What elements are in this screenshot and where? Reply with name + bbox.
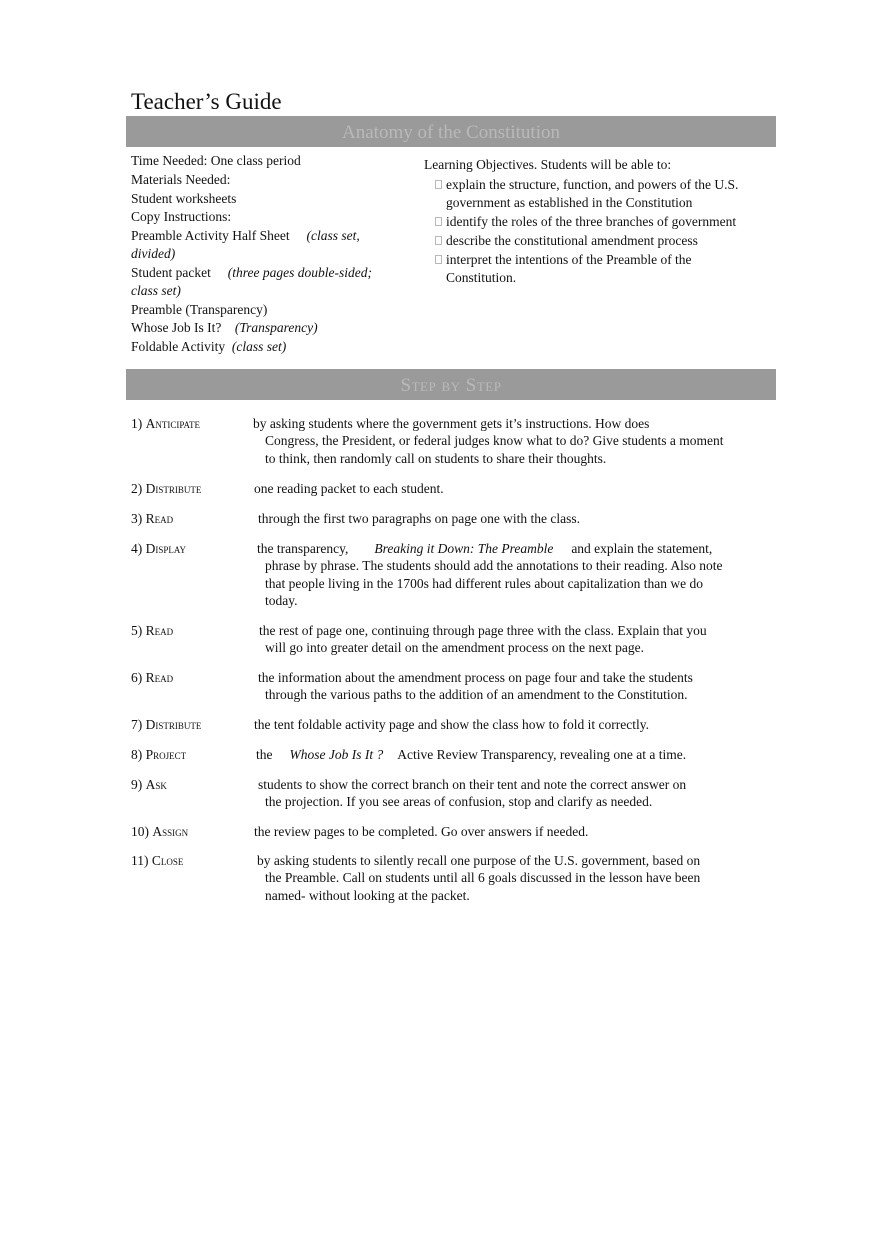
step-label: 4) Display bbox=[131, 541, 187, 556]
material-name: Preamble Activity Half Sheet bbox=[131, 227, 290, 243]
objective-item: describe the constitutional amendment process bbox=[424, 232, 744, 250]
step-text: the rest of page one, continuing through page three with the class. Explain that you will go into greater detail on the amendment process on the next page. bbox=[259, 623, 707, 656]
objectives-heading: Learning Objectives. Students will be able to: bbox=[424, 157, 672, 172]
step-label: 1) Anticipate bbox=[131, 416, 201, 431]
step-label: 5) Read bbox=[131, 623, 174, 638]
student-worksheets: Student worksheets bbox=[131, 190, 237, 206]
material-note: (class set, divided) bbox=[131, 227, 360, 261]
objective-item: identify the roles of the three branches of government bbox=[424, 213, 744, 231]
step-text: the tent foldable activity page and show the class how to fold it correctly. bbox=[254, 717, 650, 732]
checkbox-icon bbox=[435, 217, 442, 226]
step-text: one reading packet to each student. bbox=[254, 481, 444, 496]
lesson-title-banner: Anatomy of the Constitution bbox=[126, 116, 776, 147]
material-note: (Transparency) bbox=[234, 320, 318, 335]
material-note: (class set) bbox=[231, 338, 287, 354]
step-by-step-banner: Step by Step bbox=[126, 369, 776, 400]
material-note: (three pages double-sided; class set) bbox=[131, 264, 372, 298]
material-item bbox=[131, 301, 381, 320]
step-text: the transparency, Breaking it Down: The Preamble and explain the statement, phrase by phrase. The students should add the annotations to their reading. Also note that people living in the 1700s had different rules about capitalization than we do today. bbox=[257, 541, 723, 609]
material-name: Preamble (Transparency) bbox=[131, 301, 268, 317]
step-label: 8) Project bbox=[131, 747, 187, 762]
objective-item: interpret the intentions of the Preamble of the Constitution. bbox=[424, 251, 744, 287]
step-text: by asking students to silently recall one purpose of the U.S. government, based on the Preamble. Call on students until all 6 goals discussed in the lesson have been named- without looking at the packet. bbox=[257, 853, 701, 903]
time-needed: Time Needed: One class period bbox=[131, 153, 301, 168]
materials-section bbox=[131, 152, 381, 356]
material-name: Whose Job Is It? bbox=[131, 320, 222, 335]
step-label: 9) Ask bbox=[131, 777, 167, 792]
step-text: the information about the amendment process on page four and take the students through the various paths to the addition of an amendment to the Constitution. bbox=[258, 670, 693, 703]
step-label: 6) Read bbox=[131, 670, 174, 685]
learning-objectives bbox=[424, 156, 744, 288]
step-text: through the first two paragraphs on page one with the class. bbox=[258, 511, 581, 526]
material-item bbox=[131, 338, 381, 357]
material-item bbox=[131, 227, 381, 264]
checkbox-icon bbox=[435, 255, 442, 264]
step-text: the review pages to be completed. Go over answers if needed. bbox=[254, 824, 589, 839]
step-label: 7) Distribute bbox=[131, 717, 202, 732]
material-item bbox=[131, 264, 381, 301]
step-label: 10) Assign bbox=[131, 824, 189, 839]
checkbox-icon bbox=[435, 236, 442, 245]
checkbox-icon bbox=[435, 180, 442, 189]
material-name: Student packet bbox=[131, 264, 211, 280]
step-text: students to show the correct branch on their tent and note the correct answer on the projection. If you see areas of confusion, stop and clarify as needed. bbox=[258, 777, 687, 810]
step-label: 2) Distribute bbox=[131, 481, 202, 496]
step-text: by asking students where the government gets it’s instructions. How does Congress, the President, or federal judges know what to do? Give students a moment to think, then randomly call on students to share their thoughts. bbox=[253, 416, 724, 466]
copy-instructions-label: Copy Instructions: bbox=[131, 209, 232, 224]
step-text: the Whose Job Is It ? Active Review Transparency, revealing one at a time. bbox=[256, 747, 687, 762]
material-item bbox=[131, 319, 381, 338]
materials-needed-label: Materials Needed: bbox=[131, 171, 231, 187]
material-name: Foldable Activity bbox=[131, 338, 226, 354]
objective-item: explain the structure, function, and powers of the U.S. government as established in the Constitution bbox=[424, 176, 744, 212]
step-label: 11) Close bbox=[131, 853, 184, 868]
step-label: 3) Read bbox=[131, 511, 174, 526]
page-title: Teacher’s Guide bbox=[131, 89, 282, 114]
